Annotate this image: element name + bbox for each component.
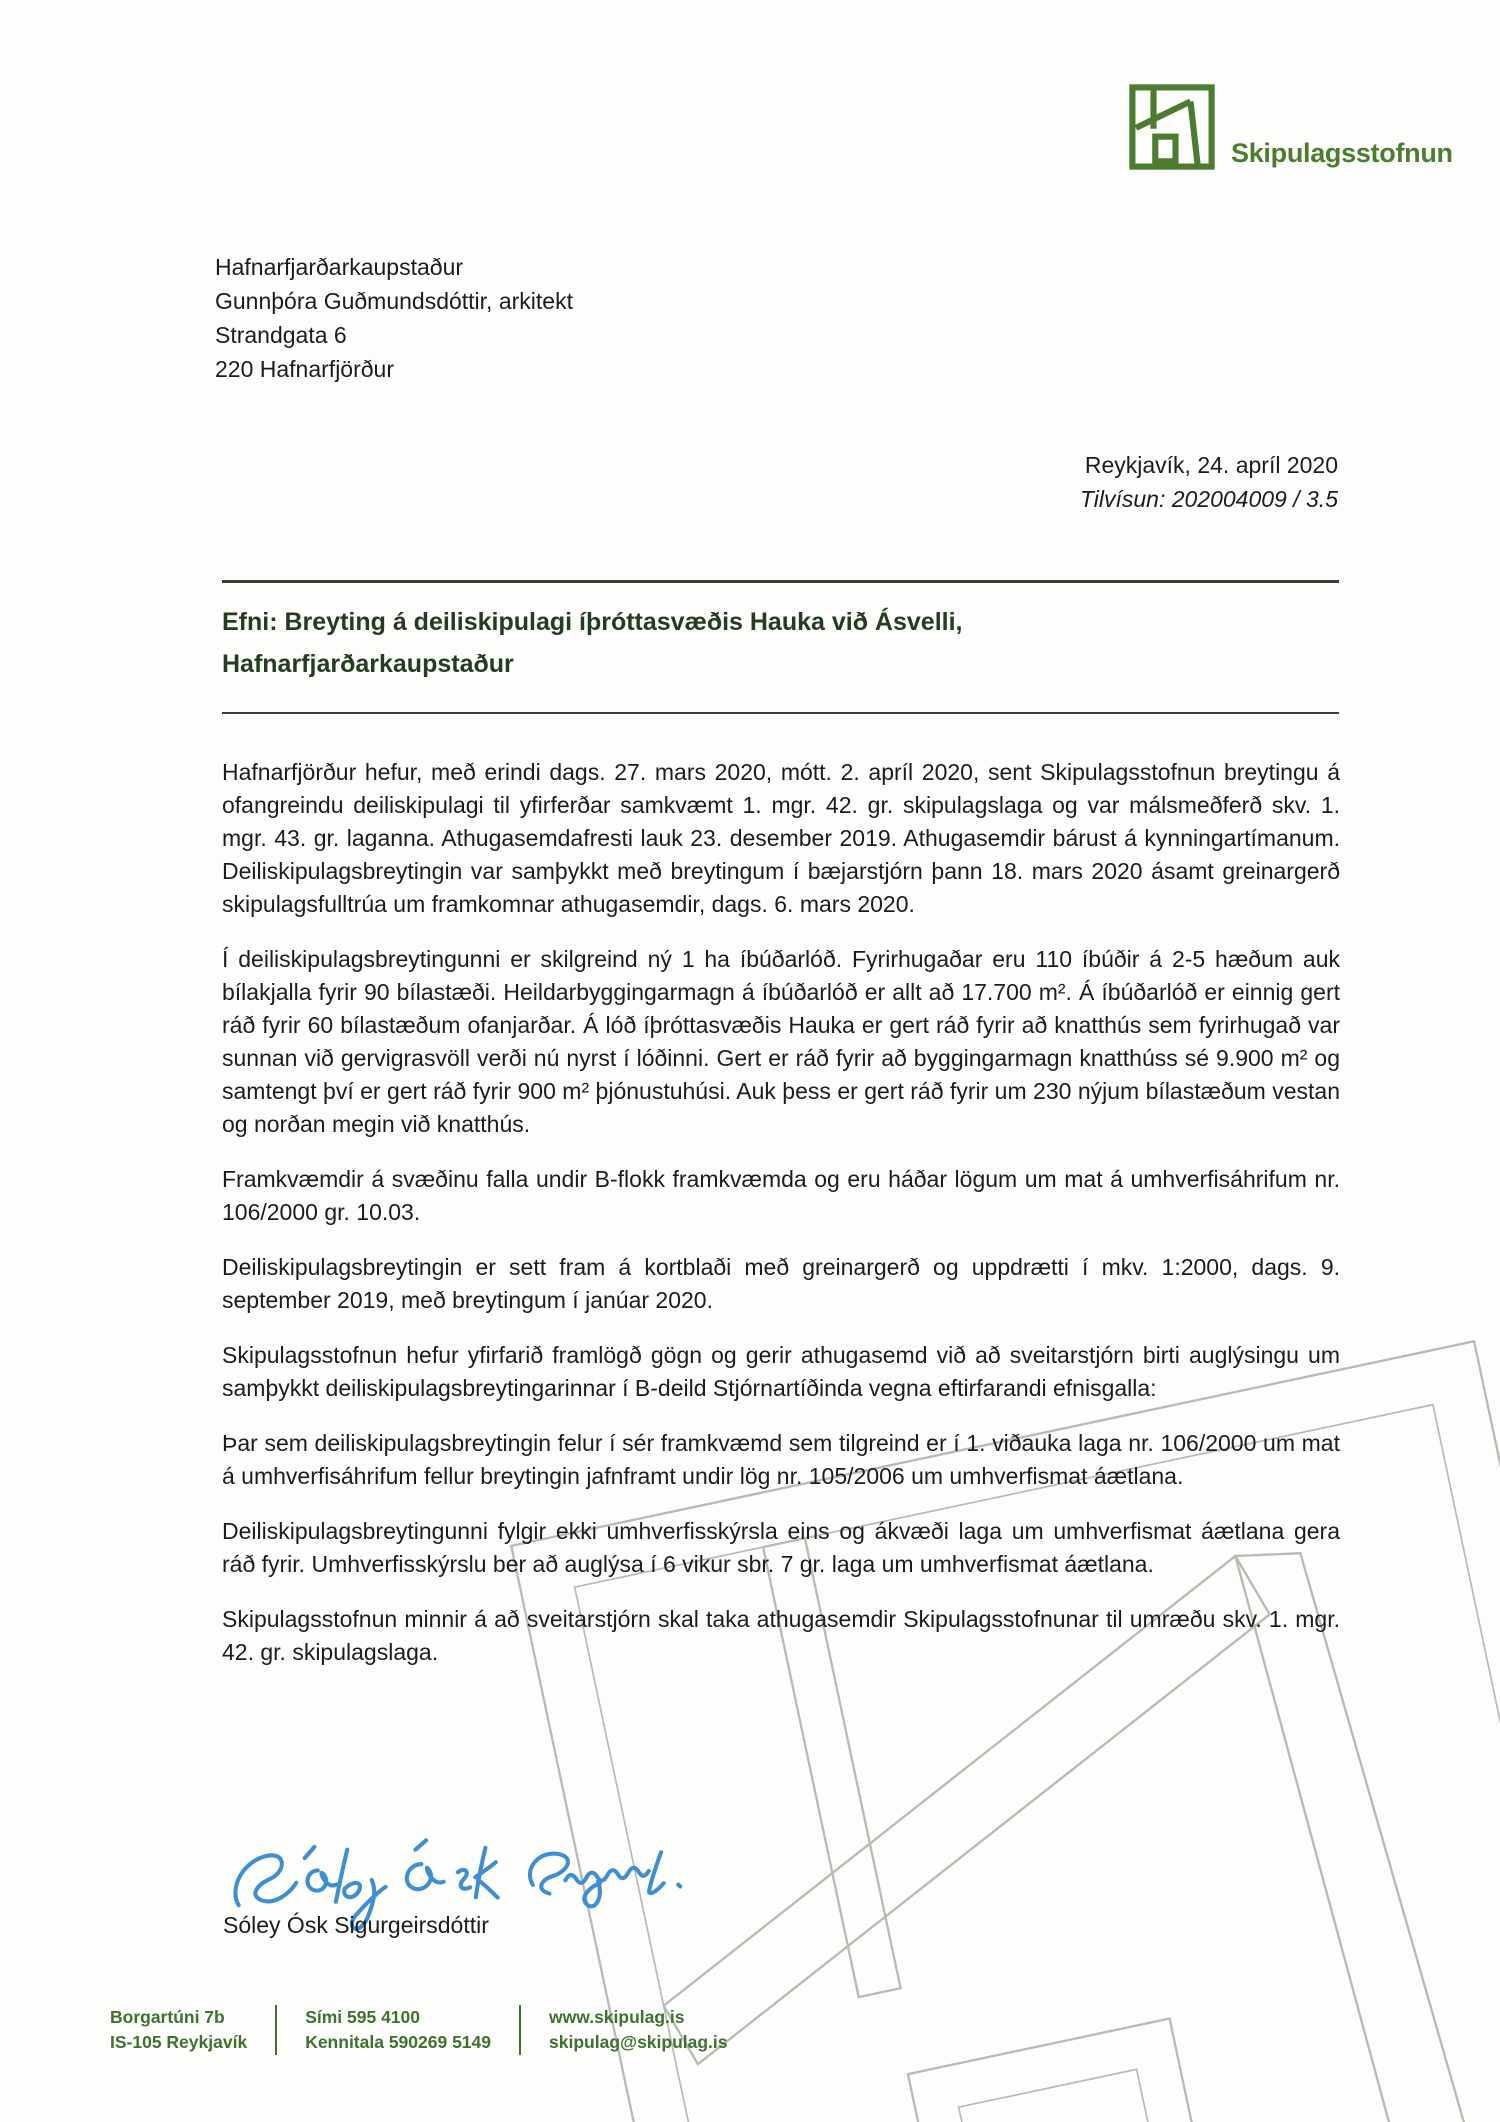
footer-address xyxy=(110,2005,247,2055)
footer-web-email xyxy=(549,2005,728,2055)
body-paragraph: Framkvæmdir á svæðinu falla undir B-flokk framkvæmda og eru háðar lögum um mat á umhverfisáhrifum nr. 106/2000 gr. 10.03. xyxy=(222,1166,1340,1225)
recipient-address xyxy=(215,250,573,386)
body-paragraph: Í deiliskipulagsbreytingunni er skilgreind ný 1 ha íbúðarlóð. Fyrirhugaðar eru 110 íbúðir á 2-5 hæðum auk bílakjalla fyrir 90 bílastæði. Heildarbyggingarmagn á íbúðarlóð er allt að 17.700 m². Á íbúðarlóð er einnig gert ráð fyrir 60 bílastæðum ofanjarðar. Á lóð íþróttasvæðis Hauka er gert ráð fyrir að knatthús sem fyrirhugað var sunnan við gervigrasvöll verði nú nyrst í lóðinni. Gert er ráð fyrir að byggingarmagn knatthúss sé 9.900 m² og samtengt því er gert ráð fyrir 900 m² þjónustuhúsi. Auk þess er gert ráð fyrir um 230 nýjum bílastæðum vestan og norðan megin við knatthús. xyxy=(222,946,1340,1137)
footer-website: www.skipulag.is xyxy=(549,2007,685,2027)
body-paragraph: Skipulagsstofnun hefur yfirfarið framlögð gögn og gerir athugasemd við að sveitarstjórn birti auglýsingu um samþykkt deiliskipulagsbreytingarinnar í B-deild Stjórnartíðinda vegna eftirfarandi efnisgalla: xyxy=(222,1342,1340,1401)
divider-bottom xyxy=(222,712,1339,714)
divider-top xyxy=(222,580,1339,583)
signature-block xyxy=(205,1834,715,1938)
letter-body xyxy=(222,756,1340,1691)
recipient-line: Hafnarfjarðarkaupstaður xyxy=(215,254,464,280)
org-logo-icon xyxy=(1128,83,1216,171)
body-paragraph: Þar sem deiliskipulagsbreytingin felur í sér framkvæmd sem tilgreind er í 1. viðauka laga nr. 106/2000 um mat á umhverfisáhrifum fellur breytingin jafnframt undir lög nr. 105/2006 um umhverfismat áætlana. xyxy=(222,1430,1340,1489)
body-paragraph: Deiliskipulagsbreytingunni fylgir ekki umhverfisskýrsla eins og ákvæði laga um umhverfismat áætlana gera ráð fyrir. Umhverfisskýrslu ber að auglýsa í 6 vikur sbr. 7 gr. laga um umhverfismat áætlana. xyxy=(222,1518,1340,1577)
subject-heading xyxy=(222,601,1339,685)
reference-number: Tilvísun: 202004009 / 3.5 xyxy=(1079,486,1338,512)
dateline xyxy=(1080,448,1338,516)
body-paragraph: Hafnarfjörður hefur, með erindi dags. 27. mars 2020, mótt. 2. apríl 2020, sent Skipulagsstofnun breytingu á ofangreindu deiliskipulagi til yfirferðar samkvæmt 1. mgr. 42. gr. skipulagslaga og var málsmeðferð skv. 1. mgr. 43. gr. laganna. Athugasemdafresti lauk 23. desember 2019. Athugasemdir bárust á kynningartímanum. Deiliskipulagsbreytingin var samþykkt með breytingum í bæjarstjórn þann 18. mars 2020 ásamt greinargerð skipulagsfulltrúa um framkomnar athugasemdir, dags. 6. mars 2020. xyxy=(222,759,1340,917)
org-name: Skipulagsstofnun xyxy=(1231,138,1453,168)
footer-kennitala: Kennitala 590269 5149 xyxy=(305,2032,492,2052)
footer-divider xyxy=(275,2005,277,2055)
footer-divider xyxy=(519,2005,521,2055)
footer-phone-id xyxy=(305,2005,491,2055)
recipient-line: Strandgata 6 xyxy=(215,322,347,348)
recipient-line: Gunnþóra Guðmundsdóttir, arkitekt xyxy=(215,288,573,314)
footer-street: Borgartúni 7b xyxy=(110,2007,225,2027)
org-logo-block xyxy=(1128,83,1453,171)
signer-name: Sóley Ósk Sigurgeirsdóttir xyxy=(223,1912,489,1938)
body-paragraph: Skipulagsstofnun minnir á að sveitarstjórn skal taka athugasemdir Skipulagsstofnunar til umræðu skv. 1. mgr. 42. gr. skipulagslaga. xyxy=(222,1606,1340,1665)
subject-line-1: Efni: Breyting á deiliskipulagi íþróttasvæðis Hauka við Ásvelli, xyxy=(222,608,963,636)
subject-line-2: Hafnarfjarðarkaupstaður xyxy=(222,650,514,678)
recipient-line: 220 Hafnarfjörður xyxy=(215,356,394,382)
footer-contact xyxy=(110,2005,728,2055)
body-paragraph: Deiliskipulagsbreytingin er sett fram á kortblaði með greinargerð og uppdrætti í mkv. 1:2000, dags. 9. september 2019, með breytingum í janúar 2020. xyxy=(222,1254,1340,1313)
place-and-date: Reykjavík, 24. apríl 2020 xyxy=(1084,452,1338,478)
footer-city: IS-105 Reykjavík xyxy=(110,2032,248,2052)
footer-phone: Sími 595 4100 xyxy=(305,2007,420,2027)
footer-email: skipulag@skipulag.is xyxy=(549,2032,728,2052)
